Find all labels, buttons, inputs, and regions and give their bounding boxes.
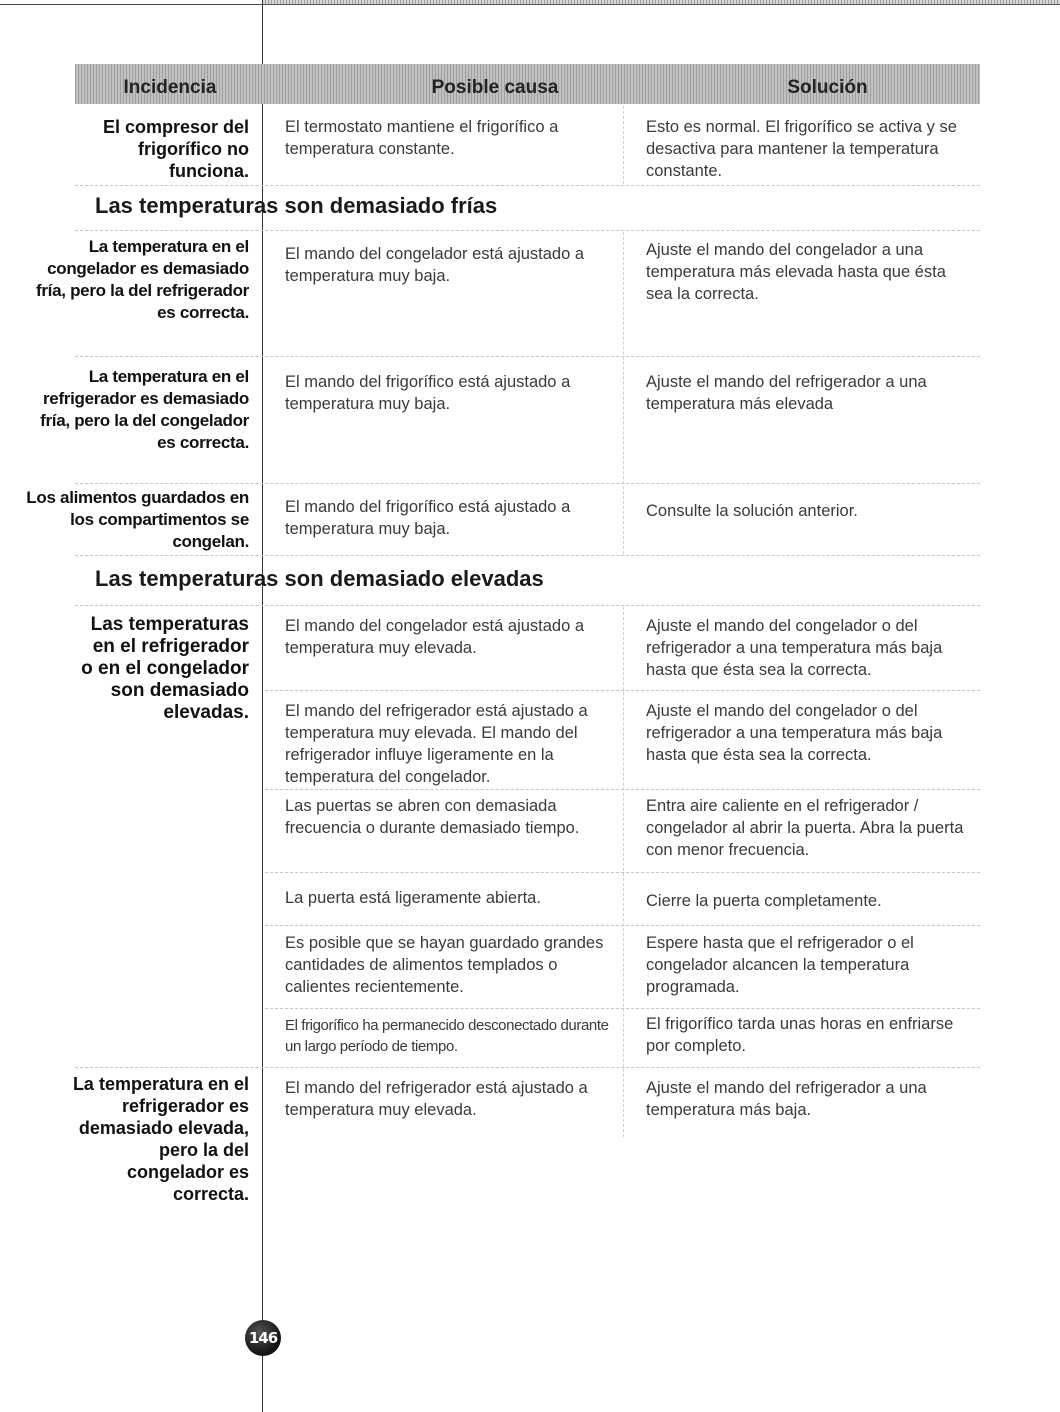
page-number-badge: 146 (245, 1320, 281, 1356)
header-solucion: Solución (787, 77, 868, 98)
row-divider (75, 1067, 980, 1068)
s2-row2-causa: El mando del refrigerador está ajustado a temperatura muy elevada. El mando del refrigerador influye ligeramente en la temperatura del congelador. (285, 702, 588, 786)
col-divider (623, 106, 624, 184)
row-divider (75, 356, 980, 357)
top-pattern-bar (262, 0, 1060, 5)
row0-causa: El termostato mantiene el frigorífico a temperatura constante. (285, 118, 559, 158)
s1-row1-solucion: Ajuste el mando del congelador a una temperatura más elevada hasta que ésta sea la correcta. (646, 241, 946, 303)
s2-row3-causa: Las puertas se abren con demasiada frecuencia o durante demasiado tiempo. (285, 797, 580, 837)
s1-row3-incidencia: Los alimentos guardados en los compartimentos se congelan. (26, 488, 249, 551)
row-divider (75, 555, 980, 556)
row-divider (75, 483, 980, 484)
row0-incidencia: El compresor del frigorífico no funciona. (102, 117, 249, 181)
s2-row7-causa: El mando del refrigerador está ajustado a temperatura muy elevada. (285, 1079, 588, 1119)
row-divider (75, 185, 980, 186)
s2-row6-causa: El frigorífico ha permanecido desconectado durante un largo período de tiempo. (285, 1017, 609, 1055)
row-divider (75, 230, 980, 231)
s1-row3-solucion: Consulte la solución anterior. (646, 502, 858, 520)
s2-row6-solucion: El frigorífico tarda unas horas en enfriarse por completo. (646, 1015, 954, 1055)
s2-row3-solucion: Entra aire caliente en el refrigerador / congelador al abrir la puerta. Abra la puerta con menor frecuencia. (646, 797, 964, 859)
table-header (75, 64, 980, 104)
s1-row2-incidencia: La temperatura en el refrigerador es demasiado fría, pero la del congelador es correcta. (40, 367, 249, 452)
col-divider (623, 607, 624, 1137)
s1-row3-causa: El mando del frigorífico está ajustado a temperatura muy baja. (285, 498, 571, 538)
s2-incidencia-2: La temperatura en el refrigerador es demasiado elevada, pero la del congelador es correcta. (72, 1074, 249, 1204)
row0-solucion: Esto es normal. El frigorífico se activa y se desactiva para mantener la temperatura constante. (646, 118, 957, 180)
row-divider (75, 605, 980, 606)
s2-row2-solucion: Ajuste el mando del congelador o del refrigerador a una temperatura más baja hasta que ésta sea la correcta. (646, 702, 943, 764)
s2-row5-causa: Es posible que se hayan guardado grandes cantidades de alimentos templados o calientes recientemente. (285, 934, 604, 996)
s1-row2-causa: El mando del frigorífico está ajustado a temperatura muy baja. (285, 373, 571, 413)
s2-row4-solucion: Cierre la puerta completamente. (646, 892, 882, 910)
s2-row7-solucion: Ajuste el mando del refrigerador a una temperatura más baja. (646, 1079, 927, 1119)
section2-title: Las temperaturas son demasiado elevadas (95, 566, 544, 591)
section1-title: Las temperaturas son demasiado frías (95, 193, 498, 218)
col-divider (623, 232, 624, 554)
s2-row1-solucion: Ajuste el mando del congelador o del refrigerador a una temperatura más baja hasta que ésta sea la correcta. (646, 617, 943, 679)
header-incidencia: Incidencia (123, 77, 217, 98)
s2-row1-causa: El mando del congelador está ajustado a temperatura muy elevada. (285, 617, 585, 657)
s2-incidencia-1: Las temperaturas en el refrigerador o en el congelador son demasiado elevadas. (81, 614, 249, 723)
header-posible-causa: Posible causa (431, 77, 559, 98)
s1-row1-incidencia: La temperatura en el congelador es demasiado fría, pero la del refrigerador es correcta. (35, 237, 249, 322)
s2-row4-causa: La puerta está ligeramente abierta. (285, 889, 541, 907)
s1-row1-causa: El mando del congelador está ajustado a temperatura muy baja. (285, 245, 585, 285)
s2-row5-solucion: Espere hasta que el refrigerador o el congelador alcancen la temperatura programada. (646, 934, 914, 996)
s1-row2-solucion: Ajuste el mando del refrigerador a una temperatura más elevada (646, 373, 927, 413)
top-rule (0, 0, 262, 5)
